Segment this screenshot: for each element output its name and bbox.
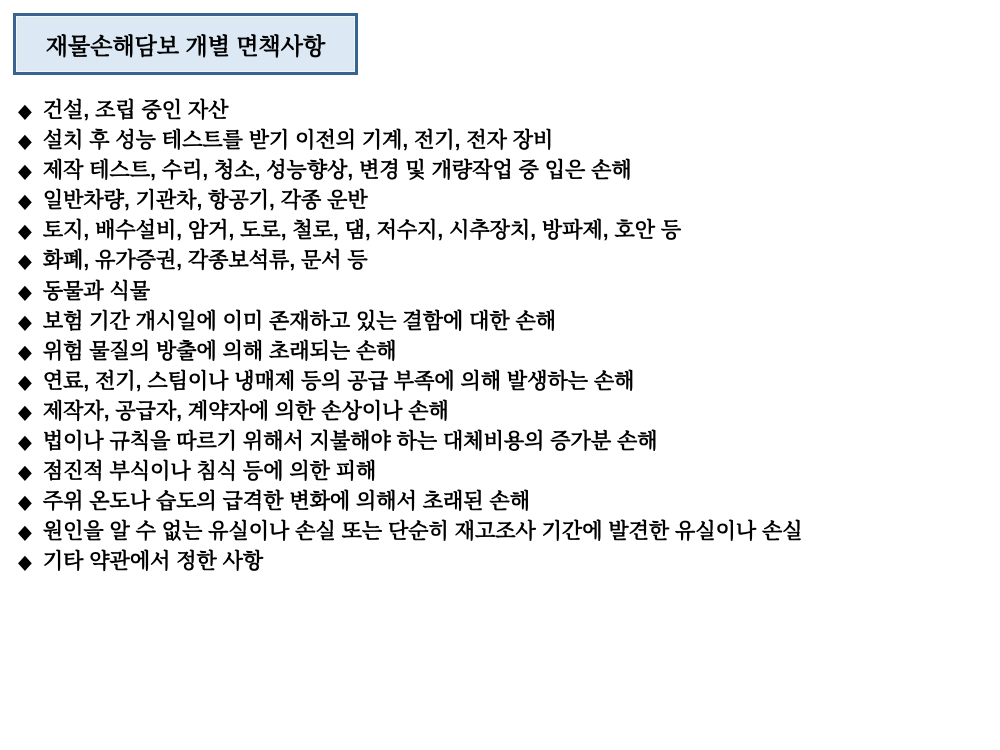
diamond-bullet-icon: ◆ [18,400,32,423]
diamond-bullet-icon: ◆ [18,190,32,213]
diamond-bullet-icon: ◆ [18,99,32,122]
diamond-bullet-icon: ◆ [18,220,32,243]
list-item [18,397,993,427]
list-item-text: 동물과 식물 [42,279,151,303]
list-item-text: 연료, 전기, 스팀이나 냉매제 등의 공급 부족에 의해 발생하는 손해 [42,369,635,393]
list-item [18,96,993,126]
diamond-bullet-icon: ◆ [18,461,32,484]
list-item-text: 주위 온도나 습도의 급격한 변화에 의해서 초래된 손해 [42,490,530,514]
diamond-bullet-icon: ◆ [18,160,32,183]
list-item-text: 법이나 규칙을 따르기 위해서 지불해야 하는 대체비용의 증가분 손해 [42,430,658,454]
list-item [18,337,993,367]
exclusions-list [18,96,993,578]
list-item-text: 건설, 조립 중인 자산 [42,99,229,122]
list-item-text: 기타 약관에서 정한 사항 [42,550,264,574]
diamond-bullet-icon: ◆ [18,130,32,153]
list-item-text: 제작 테스트, 수리, 청소, 성능향상, 변경 및 개량작업 중 입은 손해 [42,159,632,183]
diamond-bullet-icon: ◆ [18,370,32,393]
list-item [18,246,993,276]
list-item [18,547,993,577]
list-item-text: 점진적 부식이나 침식 등에 의한 피해 [42,460,377,484]
list-item [18,216,993,246]
list-item [18,427,993,457]
list-item [18,186,993,216]
list-item [18,307,993,337]
list-item-text: 제작자, 공급자, 계약자에 의한 손상이나 손해 [42,399,449,423]
list-item-text: 일반차량, 기관차, 항공기, 각종 운반 [42,189,368,213]
list-item [18,457,993,487]
list-item-text: 보험 기간 개시일에 이미 존재하고 있는 결함에 대한 손해 [42,309,557,333]
list-item-text: 화폐, 유가증권, 각종보석류, 문서 등 [42,249,368,273]
diamond-bullet-icon: ◆ [18,430,32,453]
list-item [18,517,993,547]
page-title: 재물손해담보 개별 면책사항 [45,32,326,59]
diamond-bullet-icon: ◆ [18,310,32,333]
list-item-text: 위험 물질의 방출에 의해 초래되는 손해 [42,339,397,363]
list-item-text: 원인을 알 수 없는 유실이나 손실 또는 단순히 재고조사 기간에 발견한 유실이나 손실 [42,520,803,544]
list-item-text: 설치 후 성능 테스트를 받기 이전의 기계, 전기, 전자 장비 [42,129,554,153]
list-item [18,487,993,517]
list-item [18,277,993,307]
list-item [18,126,993,156]
diamond-bullet-icon: ◆ [18,521,32,544]
list-item-text: 토지, 배수설비, 암거, 도로, 철로, 댐, 저수지, 시추장치, 방파제, 호안 등 [42,219,682,243]
diamond-bullet-icon: ◆ [18,551,32,574]
diamond-bullet-icon: ◆ [18,280,32,303]
list-item [18,367,993,397]
diamond-bullet-icon: ◆ [18,491,32,514]
list-item [18,156,993,186]
title-box [13,13,358,75]
diamond-bullet-icon: ◆ [18,250,32,273]
diamond-bullet-icon: ◆ [18,340,32,363]
